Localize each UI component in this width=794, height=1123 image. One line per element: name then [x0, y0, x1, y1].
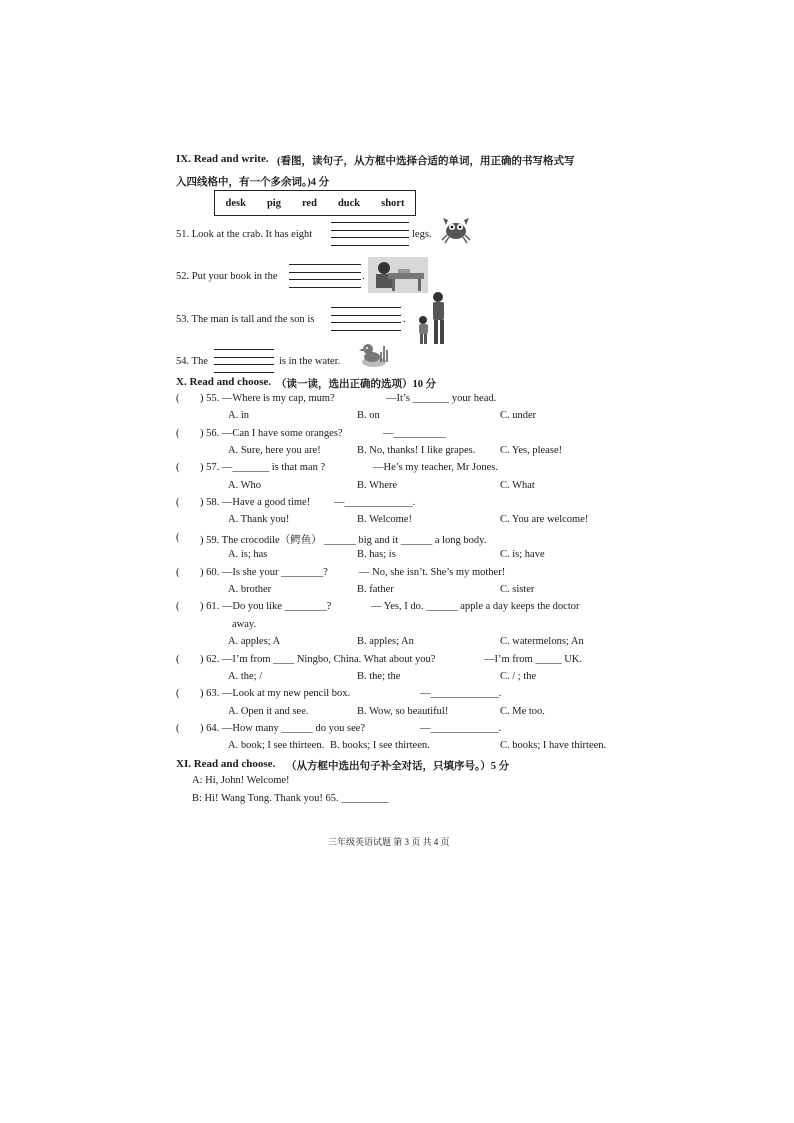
question-56-response: —__________ [383, 428, 446, 439]
option-a[interactable]: A. Who [228, 480, 262, 491]
question-53-end: . [403, 314, 406, 325]
four-line-grid-53[interactable] [331, 307, 401, 331]
question-57-stem: ) 57. —_______ is that man ? [200, 462, 326, 473]
question-60-response: — No, she isn’t. She’s my mother! [359, 567, 506, 578]
answer-paren[interactable]: ( [176, 567, 180, 578]
word-box [214, 190, 416, 216]
question-54-text: 54. The [176, 356, 208, 367]
dialogue-line-b: B: Hi! Wang Tong. Thank you! 65. _________ [192, 793, 389, 804]
option-c[interactable]: C. You are welcome! [500, 514, 589, 525]
question-52-end: . [362, 271, 365, 282]
question-54-end: is in the water. [279, 356, 341, 367]
four-line-grid-52[interactable] [289, 264, 361, 288]
word-option: duck [337, 197, 361, 209]
word-option: desk [225, 197, 246, 209]
question-64-stem: ) 64. —How many ______ do you see? [200, 723, 366, 734]
option-a[interactable]: A. is; has [228, 549, 268, 560]
option-b[interactable]: B. Where [357, 480, 398, 491]
option-a[interactable]: A. Open it and see. [228, 706, 309, 717]
question-60-stem: ) 60. —Is she your ________? [200, 567, 328, 578]
man-and-son-picture [414, 290, 450, 348]
option-b[interactable]: B. Wow, so beautiful! [357, 706, 449, 717]
option-c[interactable]: C. sister [500, 584, 535, 595]
four-line-grid-54[interactable] [214, 349, 274, 373]
option-b[interactable]: B. Welcome! [357, 514, 412, 525]
desk-picture [368, 257, 428, 293]
section-10-instructions: （读一读，选出正确的选项）10 分 [276, 379, 437, 390]
section-9-title: IX. Read and write. [176, 153, 269, 165]
word-option: short [381, 197, 405, 209]
answer-paren[interactable]: ( [176, 688, 180, 699]
option-b[interactable]: B. father [357, 584, 394, 595]
option-a[interactable]: A. book; I see thirteen. [228, 740, 325, 751]
crab-icon [441, 213, 471, 245]
answer-paren[interactable]: ( [176, 654, 180, 665]
option-a[interactable]: A. in [228, 410, 249, 421]
option-c[interactable]: C. watermelons; An [500, 636, 584, 647]
answer-paren[interactable]: ( [176, 723, 180, 734]
question-61-response: — Yes, I do. ______ apple a day keeps the doctor [371, 601, 580, 612]
question-57-response: —He’s my teacher, Mr Jones. [373, 462, 498, 473]
question-56-stem: ) 56. —Can I have some oranges? [200, 428, 343, 439]
question-59-stem: ) 59. The crocodile（鳄鱼） ______ big and it ______ a long body. [200, 535, 487, 546]
question-52-text: 52. Put your book in the [176, 271, 278, 282]
question-58-response: —_____________. [334, 497, 416, 508]
option-c[interactable]: C. under [500, 410, 537, 421]
option-b[interactable]: B. on [357, 410, 380, 421]
question-64-response: —_____________. [420, 723, 502, 734]
section-9-instructions: (看图，读句子，从方框中选择合适的单词，用正确的书写格式写 [277, 156, 575, 167]
option-c[interactable]: C. Me too. [500, 706, 545, 717]
option-c[interactable]: C. books; I have thirteen. [500, 740, 607, 751]
option-a[interactable]: A. Thank you! [228, 514, 290, 525]
section-11-instructions: （从方框中选出句子补全对话，只填序号。）5 分 [286, 761, 510, 772]
question-63-response: —_____________. [420, 688, 502, 699]
question-62-response: —I’m from _____ UK. [484, 654, 582, 665]
question-51-text: 51. Look at the crab. It has eight [176, 229, 313, 240]
option-c[interactable]: C. What [500, 480, 535, 491]
question-51-end: legs. [412, 229, 432, 240]
page-footer: 三年级英语试题 第 3 页 共 4 页 [328, 837, 450, 847]
option-b[interactable]: B. has; is [357, 549, 396, 560]
question-62-stem: ) 62. —I’m from ____ Ningbo, China. What about you? [200, 654, 436, 665]
question-58-stem: ) 58. —Have a good time! [200, 497, 311, 508]
question-61-continuation: away. [232, 619, 257, 630]
option-a[interactable]: A. the; / [228, 671, 263, 682]
option-b[interactable]: B. the; the [357, 671, 401, 682]
answer-paren[interactable]: ( [176, 393, 180, 404]
section-11-title: XI. Read and choose. [176, 758, 276, 770]
option-c[interactable]: C. is; have [500, 549, 545, 560]
dialogue-line-a: A: Hi, John! Welcome! [192, 775, 290, 786]
option-a[interactable]: A. apples; A [228, 636, 281, 647]
answer-paren[interactable]: ( [176, 601, 180, 612]
option-c[interactable]: C. Yes, please! [500, 445, 563, 456]
option-b[interactable]: B. No, thanks! I like grapes. [357, 445, 476, 456]
question-53-text: 53. The man is tall and the son is [176, 314, 315, 325]
option-a[interactable]: A. brother [228, 584, 272, 595]
word-option: pig [266, 197, 281, 209]
answer-paren[interactable]: ( [176, 497, 180, 508]
section-9-instructions-cont: 入四线格中，有一个多余词。)4 分 [176, 177, 330, 188]
word-option: red [301, 197, 317, 209]
answer-paren[interactable]: ( [176, 428, 180, 439]
question-55-stem: ) 55. —Where is my cap, mum? [200, 393, 335, 404]
option-b[interactable]: B. books; I see thirteen. [330, 740, 430, 751]
question-61-stem: ) 61. —Do you like ________? [200, 601, 332, 612]
four-line-grid-51[interactable] [331, 222, 409, 246]
duck-icon [356, 338, 392, 370]
answer-paren[interactable]: ( [176, 532, 180, 543]
answer-paren[interactable]: ( [176, 462, 180, 473]
option-b[interactable]: B. apples; An [357, 636, 414, 647]
section-10-title: X. Read and choose. [176, 376, 272, 388]
question-63-stem: ) 63. —Look at my new pencil box. [200, 688, 351, 699]
option-a[interactable]: A. Sure, here you are! [228, 445, 321, 456]
question-55-response: —It’s _______ your head. [386, 393, 497, 404]
option-c[interactable]: C. / ; the [500, 671, 537, 682]
